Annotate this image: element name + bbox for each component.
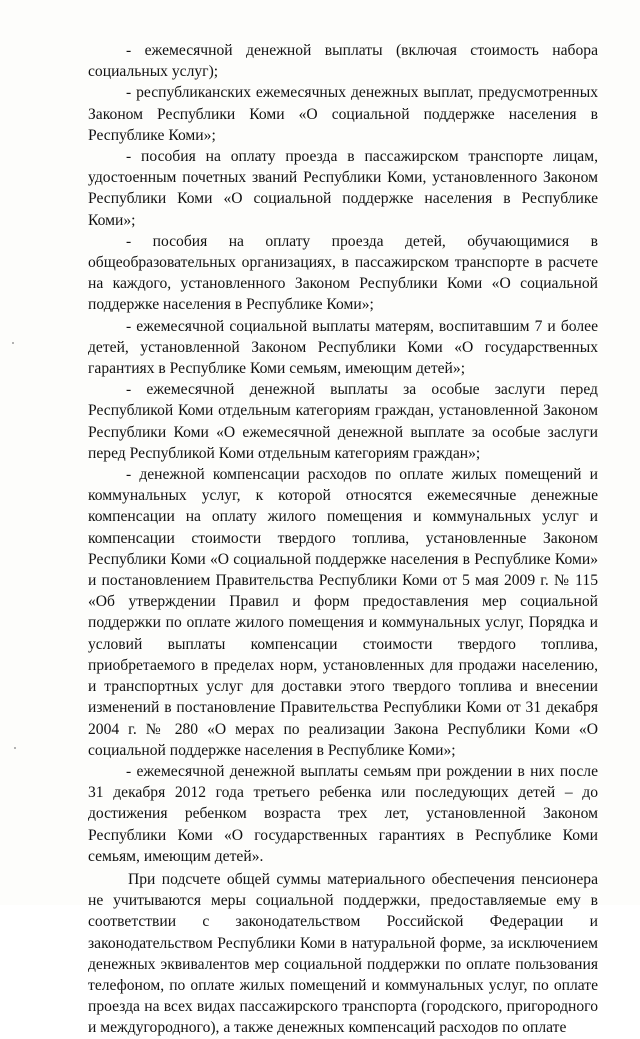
- scan-artifact: [14, 747, 16, 749]
- document-body: [88, 40, 598, 1039]
- list-item-republican-payments: - республиканских ежемесячных денежных выплат, предусмотренных Законом Республики Коми «О социальной поддержке населения в Республике Коми»;: [88, 84, 598, 144]
- list-item-mothers-payment: - ежемесячной социальной выплаты матерям, воспитавшим 7 и более детей, установленной Законом Республики Коми «О государственных гарантиях в Республике Коми семьям, имеющим детей»;: [88, 317, 598, 378]
- list-item-student-travel-allowance: - пособия на оплату проезда детей, обучающимися в общеобразовательных организациях, в пассажирском транспорте в расчете на каждого, установленного Законом Республики Коми «О социальной поддержке населения в Республике Коми»;: [88, 232, 598, 314]
- list-item-monthly-payment: - ежемесячной денежной выплаты (включая стоимость набора социальных услуг);: [88, 42, 598, 81]
- list-item-honorary-travel-allowance: - пособия на оплату проезда в пассажирском транспорте лицам, удостоенным почетных званий Республики Коми, установленного Законом Республики Коми «О социальной поддержке населения в Республике Коми»;: [88, 148, 598, 229]
- scan-artifact: [12, 342, 14, 344]
- list-item-special-merit-payment: - ежемесячной денежной выплаты за особые заслуги перед Республикой Коми отдельным категориям граждан, установленной Законом Республики Коми «О ежемесячной денежной выплате за особые заслуги перед Республикой Коми отдельным категориям граждан»;: [88, 381, 598, 462]
- list-item-third-child-payment: - ежемесячной денежной выплаты семьям при рождении в них после 31 декабря 2012 года третьего ребенка или последующих детей – до достижения ребенком возраста трех лет, установленной Законом Республики Коми «О государственных гарантиях в Республике Коми семьям, имеющим детей».: [88, 762, 598, 865]
- main-paragraph: При подсчете общей суммы материального обеспечения пенсионера не учитываются меры социальной поддержки, предоставляемые ему в соответствии с законодательством Российской Федерации и законодательством Республики Коми в натуральной форме, за исключением денежных эквивалентов мер социальной поддержки по оплате пользования телефоном, по оплате жилых помещений и коммунальных услуг, по оплате проезда на всех видах пассажирского транспорта (городского, пригородного и междугородного), а также денежных компенсаций расходов по оплате: [88, 870, 598, 1037]
- list-item-housing-compensation: - денежной компенсации расходов по оплате жилых помещений и коммунальных услуг, к которой относятся ежемесячные денежные компенсации на оплату жилого помещения и коммунальных услуг и компенсации стоимости твердого топлива, установленные Законом Республики Коми «О социальной поддержке населения в Республике Коми» и постановлением Правительства Республики Коми от 5 мая 2009 г. № 115 «Об утверждении Правил и форм предоставления мер социальной поддержки по оплате жилого помещения и коммунальных услуг, Порядка и условий выплаты компенсации стоимости твердого топлива, приобретаемого в пределах норм, установленных для продажи населению, и транспортных услуг для доставки этого твердого топлива и внесении изменений в постановление Правительства Республики Коми от 31 декабря 2004 г. № 280 «О мерах по реализации Закона Республики Коми «О социальной поддержке населения в Республике Коми»;: [88, 466, 598, 759]
